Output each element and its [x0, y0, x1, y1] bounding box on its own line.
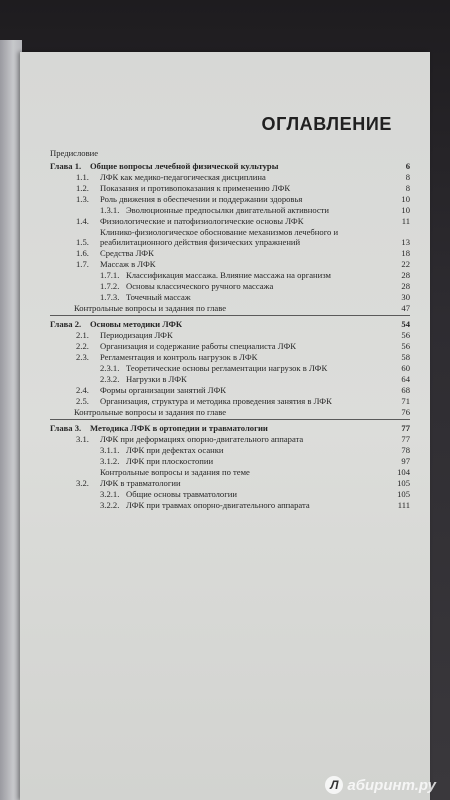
toc-entry-number: 2.3.2. [100, 374, 120, 384]
toc-entry-number: 1.7. [76, 259, 89, 269]
watermark-text: абиринт.ру [347, 776, 436, 794]
toc-entry [76, 216, 410, 226]
toc-entry [74, 303, 410, 313]
toc-entry-number: 3.1. [76, 434, 89, 444]
toc-entry-page: 111 [397, 500, 410, 510]
toc-entry-number: 3.2.2. [100, 500, 120, 510]
toc-entry-page: 11 [401, 216, 410, 226]
toc-entry-title: Предисловие [50, 148, 99, 158]
toc-entry-page: 105 [397, 489, 410, 499]
toc-entry-title: ЛФК при травмах опорно-двигательного аппарата [126, 500, 310, 510]
toc-entry-page: 78 [401, 445, 410, 455]
toc-entry-page: 30 [401, 292, 410, 302]
toc-entry-title: Формы организации занятий ЛФК [100, 385, 226, 395]
toc-entry-title: Периодизация ЛФК [100, 330, 173, 340]
toc-entry-number: 2.5. [76, 396, 89, 406]
toc-entry-page: 64 [401, 374, 410, 384]
toc-entry-number: 1.7.2. [100, 281, 120, 291]
toc-chapter-entry [50, 319, 410, 329]
toc-entry-page: 76 [401, 407, 410, 417]
toc-entry [76, 341, 410, 351]
toc-entry-title: Клинико-физиологическое обоснование механизмов лечебного и реабилитационного действия физических упражнений [100, 227, 339, 247]
toc-entry [100, 467, 410, 477]
toc-entry-page: 22 [401, 259, 410, 269]
toc-entry-title: ЛФК как медико-педагогическая дисциплина [100, 172, 266, 182]
toc-entry [100, 281, 410, 291]
toc-entry-number: 2.1. [76, 330, 89, 340]
toc-entry [76, 194, 410, 204]
toc-entry-title: ЛФК при дефектах осанки [126, 445, 224, 455]
toc-entry-page: 56 [401, 330, 410, 340]
toc-entry [76, 172, 410, 182]
toc-entry-number: 1.3. [76, 194, 89, 204]
toc-entry-number: 2.2. [76, 341, 89, 351]
book-spine-edge [0, 40, 22, 800]
toc-chapter-entry [50, 161, 410, 171]
toc-entry-title: Нагрузки в ЛФК [126, 374, 187, 384]
toc-entry-number: 2.3. [76, 352, 89, 362]
toc-entry-page: 71 [401, 396, 410, 406]
toc-entry-page: 60 [401, 363, 410, 373]
toc-entry-page: 58 [401, 352, 410, 362]
toc-entry [100, 456, 410, 466]
toc-entry-number: 1.7.3. [100, 292, 120, 302]
toc-entry-number: 1.5. [76, 237, 89, 247]
toc-entry-page: 18 [401, 248, 410, 258]
toc-entry-number: 1.7.1. [100, 270, 120, 280]
toc-entry [76, 330, 410, 340]
toc-entry-page: 10 [401, 194, 410, 204]
toc-entry [100, 374, 410, 384]
toc-entry [100, 500, 410, 510]
toc-entry [50, 148, 410, 158]
toc-entry [74, 407, 410, 417]
toc-entry [100, 292, 410, 302]
toc-entry-title: Общие основы травматологии [126, 489, 237, 499]
toc-entry-title: Организация и содержание работы специалиста ЛФК [100, 341, 296, 351]
toc-entry [100, 363, 410, 373]
toc-entry-title: Теоретические основы регламентации нагрузок в ЛФК [126, 363, 328, 373]
book-page [20, 52, 430, 800]
toc-entry-page: 105 [397, 478, 410, 488]
toc-entry-number: 3.2. [76, 478, 89, 488]
toc-entry-title: Средства ЛФК [100, 248, 154, 258]
toc-entry-title: ЛФК при плоскостопии [126, 456, 214, 466]
page-title: ОГЛАВЛЕНИЕ [261, 114, 392, 134]
toc-entry-title: Общие вопросы лечебной физической культуры [90, 161, 279, 171]
toc-entry-number: 3.1.1. [100, 445, 120, 455]
toc-entry-number: 2.3.1. [100, 363, 120, 373]
toc-entry-page: 47 [401, 303, 410, 313]
toc-entry [76, 478, 410, 488]
toc-entry-title: Массаж в ЛФК [100, 259, 156, 269]
toc-entry [76, 396, 410, 406]
toc-entry-page: 28 [401, 270, 410, 280]
toc-entry-number: 3.2.1. [100, 489, 120, 499]
toc-entry [76, 434, 410, 444]
toc-entry-page: 56 [401, 341, 410, 351]
toc-entry-page: 8 [405, 172, 410, 182]
toc-entry-number: 3.1.2. [100, 456, 120, 466]
toc-entry-number: Глава 1. [50, 161, 82, 171]
toc-entry-page: 104 [397, 467, 410, 477]
toc-entry-number: 1.1. [76, 172, 89, 182]
toc-entry-title: Точечный массаж [126, 292, 191, 302]
toc-entry [100, 489, 410, 499]
toc-entry-page: 77 [401, 423, 410, 433]
toc-entry-title: Физиологические и патофизиологические основы ЛФК [100, 216, 304, 226]
toc-entry-number: 1.3.1. [100, 205, 120, 215]
toc-entry [100, 445, 410, 455]
toc-entry-title: Показания и противопоказания к применению ЛФК [100, 183, 291, 193]
toc-entry [76, 248, 410, 258]
toc-entry-title: Основы классического ручного массажа [126, 281, 274, 291]
toc-entry-title: Роль движения в обеспечении и поддержании здоровья [100, 194, 303, 204]
toc-entry-number: Глава 3. [50, 423, 82, 433]
toc-entry-page: 54 [401, 319, 410, 329]
toc-entry [100, 270, 410, 280]
table-of-contents [50, 148, 410, 511]
toc-entry-title: Классификация массажа. Влияние массажа на организм [126, 270, 331, 280]
chapter-divider [50, 419, 410, 420]
toc-entry-title: Регламентация и контроль нагрузок в ЛФК [100, 352, 258, 362]
toc-entry-number: 1.2. [76, 183, 89, 193]
toc-entry-title: Организация, структура и методика проведения занятия в ЛФК [100, 396, 332, 406]
toc-entry [76, 352, 410, 362]
toc-chapter-entry [50, 423, 410, 433]
labirint-logo-icon: Л [325, 776, 343, 794]
toc-entry-page: 10 [401, 205, 410, 215]
toc-entry-title: ЛФК при деформациях опорно-двигательного аппарата [100, 434, 304, 444]
toc-entry [100, 205, 410, 215]
toc-entry-number: 2.4. [76, 385, 89, 395]
toc-entry-number: Глава 2. [50, 319, 82, 329]
toc-entry-page: 77 [401, 434, 410, 444]
toc-entry [76, 259, 410, 269]
toc-entry-page: 6 [405, 161, 410, 171]
toc-entry-title: Контрольные вопросы и задания по теме [100, 467, 250, 477]
toc-entry-page: 13 [401, 237, 410, 247]
toc-entry-number: 1.4. [76, 216, 89, 226]
toc-entry-page: 97 [401, 456, 410, 466]
toc-entry-page: 8 [405, 183, 410, 193]
watermark [325, 776, 436, 794]
toc-entry [76, 385, 410, 395]
toc-entry-page: 68 [401, 385, 410, 395]
toc-entry [76, 227, 410, 247]
toc-entry-title: Методика ЛФК в ортопедии и травматологии [90, 423, 268, 433]
toc-entry-title: Контрольные вопросы и задания по главе [74, 407, 227, 417]
toc-entry-title: Эволюционные предпосылки двигательной активности [126, 205, 330, 215]
chapter-divider [50, 315, 410, 316]
toc-entry-number: 1.6. [76, 248, 89, 258]
toc-entry-title: ЛФК в травматологии [100, 478, 181, 488]
toc-entry-title: Основы методики ЛФК [90, 319, 183, 329]
toc-entry-page: 28 [401, 281, 410, 291]
toc-entry [76, 183, 410, 193]
toc-entry-title: Контрольные вопросы и задания по главе [74, 303, 227, 313]
